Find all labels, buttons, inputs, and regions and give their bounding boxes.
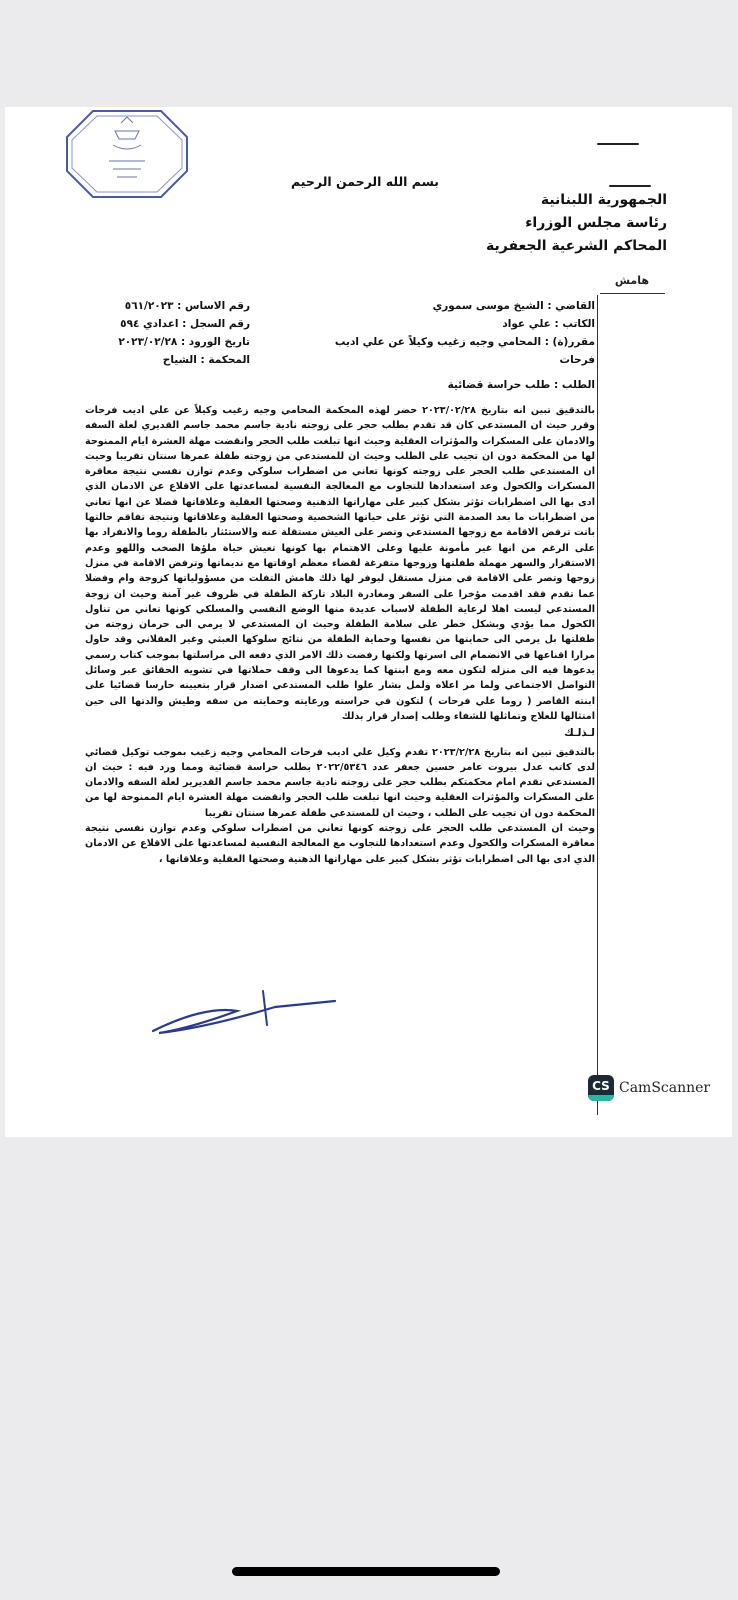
register-number-field: رقم السجل : اعدادي ٥٩٤ bbox=[120, 318, 250, 330]
section-heading-lithalek: لـذلـك bbox=[564, 727, 595, 740]
judge-field: القاضي : الشيخ موسى سموري bbox=[432, 300, 595, 312]
header-dash-top bbox=[597, 143, 639, 145]
camscanner-watermark bbox=[588, 1074, 710, 1102]
bismillah-heading: بسم الله الرحمن الرحيم bbox=[291, 174, 439, 189]
camscanner-logo-icon bbox=[588, 1075, 614, 1101]
header-line-courts: المحاكم الشرعية الجعفرية bbox=[485, 238, 667, 254]
body-paragraph-2: بالتدقيق تبين انه بتاريخ ٢٠٢٣/٢/٢٨ تقدم وكيل علي اديب فرحات المحامي وجيه زغيب بموجب توكيل قضائي لدى كاتب عدل بيروت عامر حسين جعفر عدد ٢٠٢٢/٥٣٤٦ بطلب حراسة قضائية ومما ورد فيه : حيث ان المستدعي تقدم امام محكمتكم بطلب حجر على زوجته نادية جاسم محمد جاسم القديرير لعلة السفه والادمان على المسكرات والمؤثرات العقلية وحيث انها تبلغت طلب الحجر وانقضت مهلة العشرة ايام الممنوحة لها من المحكمة دون ان تجيب على الطلب ، وحيث ان للمستدعي طفلة عمرها سنتان تقريبا bbox=[85, 746, 596, 819]
header-dash-second bbox=[609, 185, 651, 187]
margin-frame-line bbox=[597, 295, 598, 1115]
base-number-field: رقم الاساس : ٥٦١/٢٠٢٣ bbox=[124, 300, 250, 312]
body-paragraph-1: بالتدقيق تبين انه بتاريخ ٢٠٢٣/٠٢/٢٨ حضر لهذه المحكمة المحامي وجيه زغيب وكيلاً عن علي اديب فرحات وقرر حيث ان المستدعي كان قد تقدم بطلب حجر على زوجته نادية جاسم محمد جاسم القديري لعلة السفه والادمان على المسكرات والمؤثرات العقلية وحيث انها تبلغت طلب الحجر وانقضت مهلة العشرة ايام الممنوحة لها من المحكمة دون ان تجيب على الطلب وحيث ان للمستدعي من زوجته طفلة عمرها سنتان تقريبا وحيث ان المستدعي طلب الحجر على زوجته كونها تعاني من اضطراب سلوكي وعدم توازن نفسي نتيجة معاقرة المسكرات والكحول وعد استعدادها للتجاوب مع المعالجة النفسية لمساعدتها على الاقلاع عن الادمان الذي ادى بها الى اضطرابات تؤثر بشكل كبير على مهاراتها الذهنية وصحتها العقلية وعلاقاتها فضلا عن انها تعاني من اضطرابات ما بعد الصدمة التي تؤثر على حياتها الشخصية وصحتها العقلية وعلاقاتها ونتيجة تفاقم حالتها باتت ترفض الاقامة مع زوجها المستدعي وتصر على العيش مستقلة عنه والاستئثار بالطفلة روما والانفراد بها على الرغم من انها غير مأمونة عليها وعلى الاهتمام بها كونها تعيش حياة ملؤها الصخب واللهو وعدم الاستقرار والسهر مهملة طفلتها وزوجها متفرغة لقضاء معظم اوقاتها مع نديماتها وترفض الاقامة في منزل زوجها وتصر على الاقامة في منزل مستقل ليوفر لها ذلك هامش التفلت من مسؤولياتها كزوجة وام وفضلا عما تقدم فقد اقدمت مؤخرا على السفر ومغادرة البلاد تاركة الطفلة في ظروف غير آمنة وحيث ان زوجة المستدعي ليست اهلا لرعاية الطفلة لاسباب عديدة منها الوضع النفسي والمسلكي كونها تعاني من تناول الكحول مما يؤدي وبشكل خطر على سلامة الطفلة وحيث ان المستدعي لا يرمي الى حرمان زوجته من طفلتها بل يرمي الى حمايتها من نفسها وحماية الطفلة من نتائج سلوكها العبثي وغير العقلاني وقد حاول مرارا اقناعها في الانضمام الى اسرتها ولكنها رفضت ذلك الامر الذي دفعه الى مراسلتها بموجب كتاب رسمي يدعوها فيه الى منزله لتكون معه ومع ابنتها كما يدعوها الى وقف حملاتها في تشويه الحقائق عبر وسائل التواصل الاجتماعي ولما مر اعلاه ولمل بشار علوا طلب المستدعي اصدار قرار بتعيينه حارسا قضائيا على ابنته القاصر ( روما علي فرحات ) لتكون في حراسته ورعايته وحمايته من سفه وطيش والدتها الى حين امتثالها للعلاج وتماثلها للشفاء وطلب إصدار قرار بذلك bbox=[85, 405, 595, 722]
camscanner-logo-text: CS bbox=[592, 1079, 610, 1093]
case-meta-left bbox=[100, 297, 250, 369]
official-seal-stamp bbox=[63, 109, 191, 199]
document-body bbox=[85, 403, 595, 867]
header-line-republic: الجمهورية اللبنانية bbox=[540, 192, 667, 208]
reporter-field: مقرر(ة) : المحامي وجيه زغيب وكيلاً عن علي اديب فرحات bbox=[334, 336, 595, 366]
scanned-document-page bbox=[5, 107, 732, 1137]
header-line-presidency: رئاسة مجلس الوزراء bbox=[525, 215, 667, 231]
court-field: المحكمة : الشياح bbox=[162, 354, 250, 366]
republic-header bbox=[447, 189, 667, 258]
case-meta-right bbox=[305, 297, 595, 369]
clerk-field: الكاتب : علي عواد bbox=[502, 318, 595, 330]
home-indicator-bar[interactable] bbox=[232, 1567, 500, 1576]
margin-label: هامش bbox=[614, 274, 649, 287]
margin-frame-top bbox=[600, 293, 665, 294]
camscanner-app-name: CamScanner bbox=[619, 1080, 711, 1096]
handwritten-signature bbox=[145, 985, 345, 1045]
body-paragraph-3: وحيث ان المستدعي طلب الحجر على زوجته كونها تعاني من اضطراب سلوكي وعدم توازن نفسي نتيجة معاقرة المسكرات والكحول وعدم استعدادها للتجاوب مع المعالجة النفسية لمساعدتها على الاقلاع عن الادمان الذي ادى بها الى اضطرابات تؤثر بشكل كبير على مهاراتها الذهنية وصحتها العقلية وعلاقاتها ، bbox=[85, 823, 595, 865]
arrival-date-field: تاريخ الورود : ٢٠٢٣/٠٢/٢٨ bbox=[118, 336, 250, 348]
request-line: الطلب : طلب حراسة قضائية bbox=[447, 379, 595, 391]
